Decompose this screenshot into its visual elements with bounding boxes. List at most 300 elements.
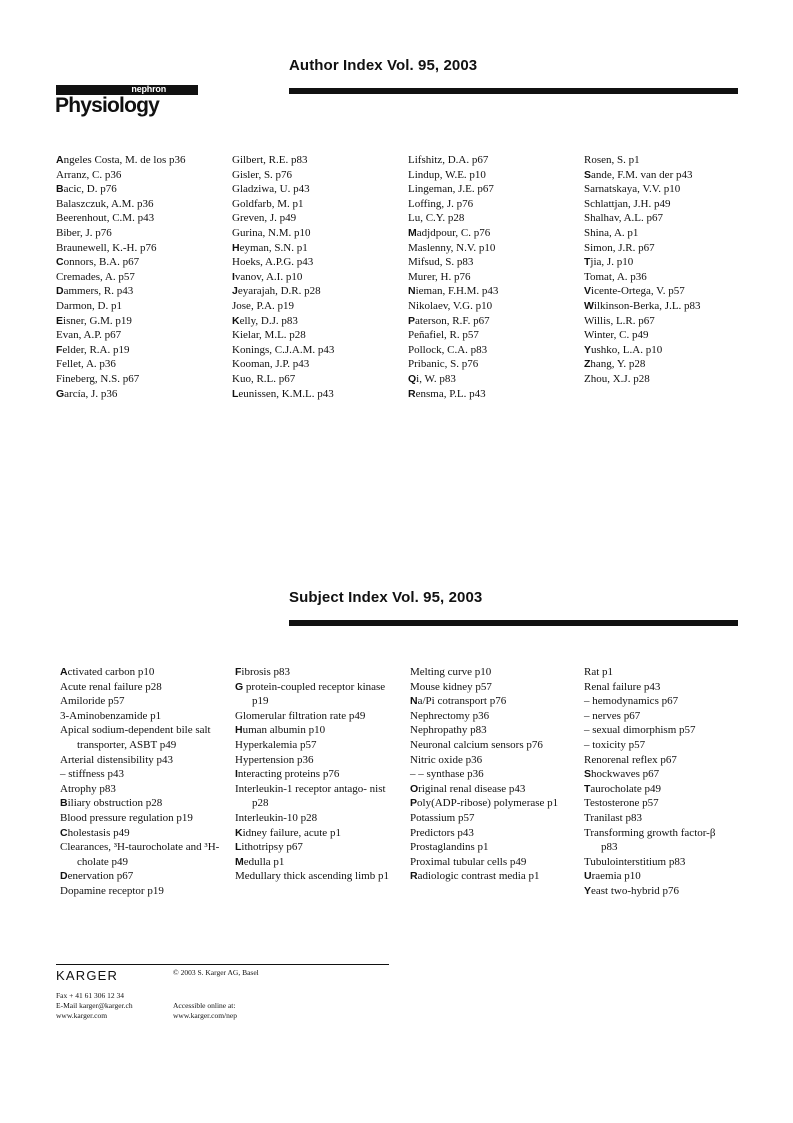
index-entry [410,723,572,738]
index-entry [235,826,397,841]
entry-text: Biber, J. p76 [56,226,112,239]
entry-text: Testosterone p57 [584,797,659,810]
entry-initial: I [232,270,235,283]
entry-text: i, W. p83 [416,372,456,385]
index-entry [410,680,572,695]
entry-text: – nerves p67 [584,709,641,722]
index-entry [56,314,228,329]
index-entry [232,211,404,226]
entry-initial: P [410,797,418,810]
subject-column-2 [235,665,397,884]
index-entry [232,182,404,197]
index-entry [232,197,404,212]
entry-initial: K [232,314,240,327]
entry-text: – stiffness p43 [60,768,124,781]
entry-text: Cremades, A. p57 [56,270,135,283]
subject-index-title: Subject Index Vol. 95, 2003 [289,589,483,606]
copyright: © 2003 S. Karger AG, Basel [173,968,259,977]
index-entry [584,226,756,241]
entry-text: Renal failure p43 [584,680,661,693]
author-index-rule [289,88,738,94]
entry-text: Gilbert, R.E. p83 [232,154,308,166]
entry-text: Predictors p43 [410,826,474,839]
index-entry [408,284,580,299]
entry-text: Lifshitz, D.A. p67 [408,154,489,166]
index-entry [408,357,580,372]
index-entry [408,328,580,343]
entry-text: Clearances, ³H-taurocholate and ³H-cholate p49 [60,841,220,868]
author-column-2 [232,153,404,401]
entry-initial: B [60,797,68,810]
entry-initial: E [56,314,64,327]
fax: Fax + 41 61 306 12 34 [56,991,124,1000]
entry-text: oly(ADP-ribose) polymerase p1 [417,797,559,810]
entry-text: – toxicity p57 [584,738,646,751]
entry-text: icente-Ortega, V. p57 [591,285,685,298]
index-entry [232,343,404,358]
index-entry [584,694,734,709]
index-entry [408,299,580,314]
entry-text: uman albumin p10 [242,724,326,737]
entry-initial: S [584,168,592,181]
entry-text: Gladziwa, U. p43 [232,183,310,196]
entry-text: eyman, S.N. p1 [239,241,308,254]
index-entry [584,270,756,285]
entry-text: Interleukin-10 p28 [235,811,318,824]
index-entry [56,241,228,256]
entry-text: enervation p67 [67,870,134,883]
entry-text: Transforming growth factor-β p83 [584,826,716,854]
entry-text: Proximal tubular cells p49 [410,855,527,868]
index-entry [235,811,397,826]
email[interactable]: E-Mail karger@karger.ch [56,1001,133,1010]
entry-initial: L [232,387,239,400]
index-entry [60,796,224,811]
index-entry [56,182,228,197]
entry-initial: Y [584,884,592,897]
entry-initial: U [584,870,592,883]
index-entry [60,767,224,782]
entry-text: adjdpour, C. p76 [416,226,491,239]
entry-text: Beerenhout, C.M. p43 [56,212,155,225]
index-entry [584,357,756,372]
entry-text: Schlattjan, J.H. p49 [584,197,671,210]
index-entry [584,738,734,753]
entry-text: Medullary thick ascending limb p1 [235,870,389,883]
entry-text: Lindup, W.E. p10 [408,168,486,181]
index-entry [56,211,228,226]
index-entry [584,182,756,197]
index-entry [60,826,224,841]
index-entry [408,226,580,241]
subject-column-1 [60,665,224,899]
index-entry [410,826,572,841]
entry-text: ngeles Costa, M. de los p36 [63,154,186,166]
entry-text: Nitric oxide p36 [410,753,483,766]
website[interactable]: www.karger.com [56,1011,108,1020]
entry-initial: P [408,314,416,327]
index-entry [235,723,397,738]
entry-text: Mouse kidney p57 [410,680,492,693]
entry-text: Winter, C. p49 [584,329,649,342]
entry-text: riginal renal disease p43 [418,782,526,795]
index-entry [584,767,734,782]
index-entry [410,753,572,768]
entry-text: ande, F.M. van der p43 [591,168,693,181]
entry-initial: G [56,387,65,400]
entry-text: edulla p1 [243,855,285,868]
index-entry [56,270,228,285]
index-entry [408,255,580,270]
entry-text: hang, Y. p28 [590,358,646,371]
index-entry [56,343,228,358]
entry-text: Prostaglandins p1 [410,841,489,854]
index-entry [60,723,224,752]
entry-text: Renorenal reflex p67 [584,753,677,766]
entry-text: Dopamine receptor p19 [60,884,164,897]
index-entry [408,197,580,212]
entry-text: hockwaves p67 [591,768,660,781]
entry-text: Glomerular filtration rate p49 [235,709,366,722]
entry-text: 3-Aminobenzamide p1 [60,709,162,722]
index-entry [410,665,572,680]
entry-initial: Y [584,343,592,356]
entry-text: Rosen, S. p1 [584,154,640,166]
author-index-title: Author Index Vol. 95, 2003 [289,57,478,74]
entry-text: Tubulointerstitium p83 [584,855,686,868]
index-entry [584,314,756,329]
index-entry [232,226,404,241]
entry-text: acic, D. p76 [63,183,117,196]
entry-initial: M [408,226,417,239]
journal-name: Physiology [55,94,160,117]
entry-text: east two-hybrid p76 [591,884,679,897]
entry-text: Nephropathy p83 [410,724,487,737]
entry-text: Atrophy p83 [60,782,116,795]
index-entry [56,387,228,402]
index-entry [232,357,404,372]
entry-text: Interleukin-1 receptor antago- nist p28 [235,782,386,810]
entry-text: Lingeman, J.E. p67 [408,183,494,196]
entry-text: Nikolaev, V.G. p10 [408,299,493,312]
index-entry [408,343,580,358]
entry-text: ushko, L.A. p10 [591,343,663,356]
entry-text: Rat p1 [584,666,614,678]
entry-initial: T [584,256,591,269]
index-entry [584,753,734,768]
entry-text: Amiloride p57 [60,695,125,708]
index-entry [584,884,734,899]
index-entry [410,855,572,870]
entry-text: Kuo, R.L. p67 [232,372,296,385]
index-entry [408,182,580,197]
subject-column-4 [584,665,734,899]
entry-text: Acute renal failure p28 [60,680,162,693]
index-entry [584,372,756,387]
index-entry [584,241,756,256]
entry-text: ibrosis p83 [241,666,291,678]
entry-initial: M [235,855,244,868]
index-entry [408,372,580,387]
index-entry [60,884,224,899]
entry-text: arcía, J. p36 [64,387,118,400]
index-entry [410,694,572,709]
index-entry [60,869,224,884]
entry-text: Mifsud, S. p83 [408,256,474,269]
entry-text: – hemodynamics p67 [584,695,679,708]
author-column-4 [584,153,756,387]
entry-text: Loffing, J. p76 [408,197,474,210]
index-entry [235,738,397,753]
entry-text: Pribanic, S. p76 [408,358,479,371]
entry-text: aterson, R.F. p67 [415,314,490,327]
index-entry [232,284,404,299]
entry-text: Tranilast p83 [584,811,642,824]
index-entry [408,211,580,226]
entry-initial: K [235,826,243,839]
entry-text: aurocholate p49 [590,782,661,795]
index-entry [408,153,580,168]
entry-text: eunissen, K.M.L. p43 [238,387,334,400]
index-entry [56,284,228,299]
entry-text: elly, D.J. p83 [239,314,298,327]
entry-initial: A [56,154,64,166]
entry-text: Balaszczuk, A.M. p36 [56,197,154,210]
index-entry [584,168,756,183]
index-entry [584,284,756,299]
index-entry [584,343,756,358]
entry-text: vanov, A.I. p10 [234,270,303,283]
index-entry [60,811,224,826]
index-entry [235,753,397,768]
online-label: Accessible online at: [173,1001,236,1010]
entry-text: Potassium p57 [410,811,475,824]
entry-initial: O [410,782,419,795]
entry-text: iliary obstruction p28 [67,797,163,810]
index-entry [584,197,756,212]
index-entry [232,372,404,387]
publisher-logo: KARGER [56,968,119,983]
entry-text: Evan, A.P. p67 [56,329,122,342]
index-entry [584,782,734,797]
entry-text: nteracting proteins p76 [237,768,340,781]
entry-text: Willis, L.R. p67 [584,314,655,327]
index-entry [232,299,404,314]
entry-initial: H [232,241,240,254]
entry-text: elder, R.A. p19 [62,343,130,356]
index-entry [584,153,756,168]
index-entry [56,357,228,372]
entry-initial: S [584,768,592,781]
index-entry [232,168,404,183]
index-entry [408,314,580,329]
entry-initial: C [56,256,64,269]
index-entry [584,826,734,855]
entry-text: idney failure, acute p1 [242,826,341,839]
index-entry [232,255,404,270]
index-entry [60,694,224,709]
entry-initial: C [60,826,68,839]
entry-text: Gisler, S. p76 [232,168,293,181]
entry-text: Tomat, A. p36 [584,270,647,283]
entry-text: Blood pressure regulation p19 [60,811,193,824]
index-entry [56,299,228,314]
index-entry [410,796,572,811]
index-entry [56,197,228,212]
index-entry [56,372,228,387]
entry-initial: G [235,680,244,693]
entry-text: ensma, P.L. p43 [415,387,486,400]
entry-text: eyarajah, D.R. p28 [237,285,321,298]
index-entry [60,680,224,695]
entry-text: Gurina, N.M. p10 [232,226,311,239]
index-entry [235,767,397,782]
author-column-3 [408,153,580,401]
index-entry [232,328,404,343]
entry-text: a/Pi cotransport p76 [417,695,507,708]
entry-text: Konings, C.J.A.M. p43 [232,343,335,356]
index-entry [56,226,228,241]
index-entry [232,241,404,256]
entry-text: Shalhav, A.L. p67 [584,212,664,225]
entry-text: Kielar, M.L. p28 [232,329,306,342]
entry-text: Braunewell, K.-H. p76 [56,241,157,254]
entry-text: Neuronal calcium sensors p76 [410,738,543,751]
index-entry [235,855,397,870]
entry-text: Greven, J. p49 [232,212,297,225]
index-entry [410,709,572,724]
index-entry [60,782,224,797]
index-entry [408,241,580,256]
entry-initial: D [56,285,64,298]
index-entry [235,709,397,724]
index-entry [56,153,228,168]
index-entry [408,387,580,402]
entry-initial: Q [408,372,417,385]
online-url[interactable]: www.karger.com/nep [173,1011,237,1020]
entry-text: Hyperkalemia p57 [235,738,317,751]
entry-text: Nephrectomy p36 [410,709,490,722]
index-entry [584,811,734,826]
index-entry [410,738,572,753]
index-entry [232,153,404,168]
author-column-1 [56,153,228,401]
entry-initial: W [584,299,594,312]
entry-initial: V [584,285,592,298]
entry-text: ieman, F.H.M. p43 [415,285,499,298]
index-entry [584,869,734,884]
entry-text: Shina, A. p1 [584,226,639,239]
index-entry [584,723,734,738]
index-entry [584,328,756,343]
journal-series: nephron [131,84,166,94]
index-entry [584,255,756,270]
index-entry [410,767,572,782]
entry-text: ithotripsy p67 [241,841,303,854]
index-entry [410,811,572,826]
entry-initial: D [60,870,68,883]
entry-text: protein-coupled receptor kinase p19 [243,680,386,708]
footer-rule [56,964,389,965]
index-entry [408,168,580,183]
entry-initial: T [584,782,591,795]
entry-text: Arranz, C. p36 [56,168,122,181]
entry-text: Melting curve p10 [410,666,492,678]
entry-text: Maslenny, N.V. p10 [408,241,496,254]
index-entry [56,255,228,270]
entry-initial: R [410,870,418,883]
entry-text: Kooman, J.P. p43 [232,358,310,371]
entry-initial: F [56,343,63,356]
entry-initial: B [56,183,64,196]
index-entry [56,168,228,183]
entry-text: ctivated carbon p10 [67,666,155,678]
index-entry [232,387,404,402]
entry-initial: I [235,768,238,781]
index-entry [584,855,734,870]
index-entry [584,665,734,680]
entry-initial: J [232,285,238,298]
contact-block [56,991,133,1021]
index-entry [410,869,572,884]
entry-text: jia, J. p10 [590,256,634,269]
entry-text: adiologic contrast media p1 [417,870,540,883]
entry-text: isner, G.M. p19 [63,314,132,327]
entry-text: Zhou, X.J. p28 [584,372,650,385]
entry-text: Murer, H. p76 [408,270,471,283]
index-entry [60,709,224,724]
entry-text: – – synthase p36 [410,768,484,781]
subject-column-3 [410,665,572,884]
index-entry [408,270,580,285]
subject-index-rule [289,620,738,626]
entry-text: ammers, R. p43 [63,285,134,298]
index-entry [584,680,734,695]
entry-text: Goldfarb, M. p1 [232,197,304,210]
entry-text: Apical sodium-dependent bile salt transporter, ASBT p49 [60,724,211,751]
index-entry [232,270,404,285]
entry-initial: N [410,695,418,708]
entry-initial: R [408,387,416,400]
index-entry [235,665,397,680]
index-entry [235,869,397,884]
entry-text: Fellet, A. p36 [56,358,116,371]
entry-initial: F [235,666,242,678]
index-entry [60,840,224,869]
entry-text: onnors, B.A. p67 [63,256,140,269]
entry-text: Pollock, C.A. p83 [408,343,488,356]
index-entry [235,840,397,855]
index-entry [60,665,224,680]
index-entry [60,753,224,768]
entry-text: Arterial distensibility p43 [60,753,174,766]
entry-text: Peñafiel, R. p57 [408,329,479,342]
index-entry [235,680,397,709]
online-block [173,1001,237,1021]
entry-text: Lu, C.Y. p28 [408,212,465,225]
entry-text: ilkinson-Berka, J.L. p83 [593,299,701,312]
entry-text: holestasis p49 [67,826,130,839]
entry-initial: N [408,285,416,298]
index-entry [410,782,572,797]
entry-text: – sexual dimorphism p57 [584,724,696,737]
index-entry [584,709,734,724]
index-entry [235,782,397,811]
entry-text: Hoeks, A.P.G. p43 [232,256,314,269]
entry-text: Fineberg, N.S. p67 [56,372,140,385]
entry-initial: A [60,666,68,678]
entry-initial: Z [584,358,591,371]
